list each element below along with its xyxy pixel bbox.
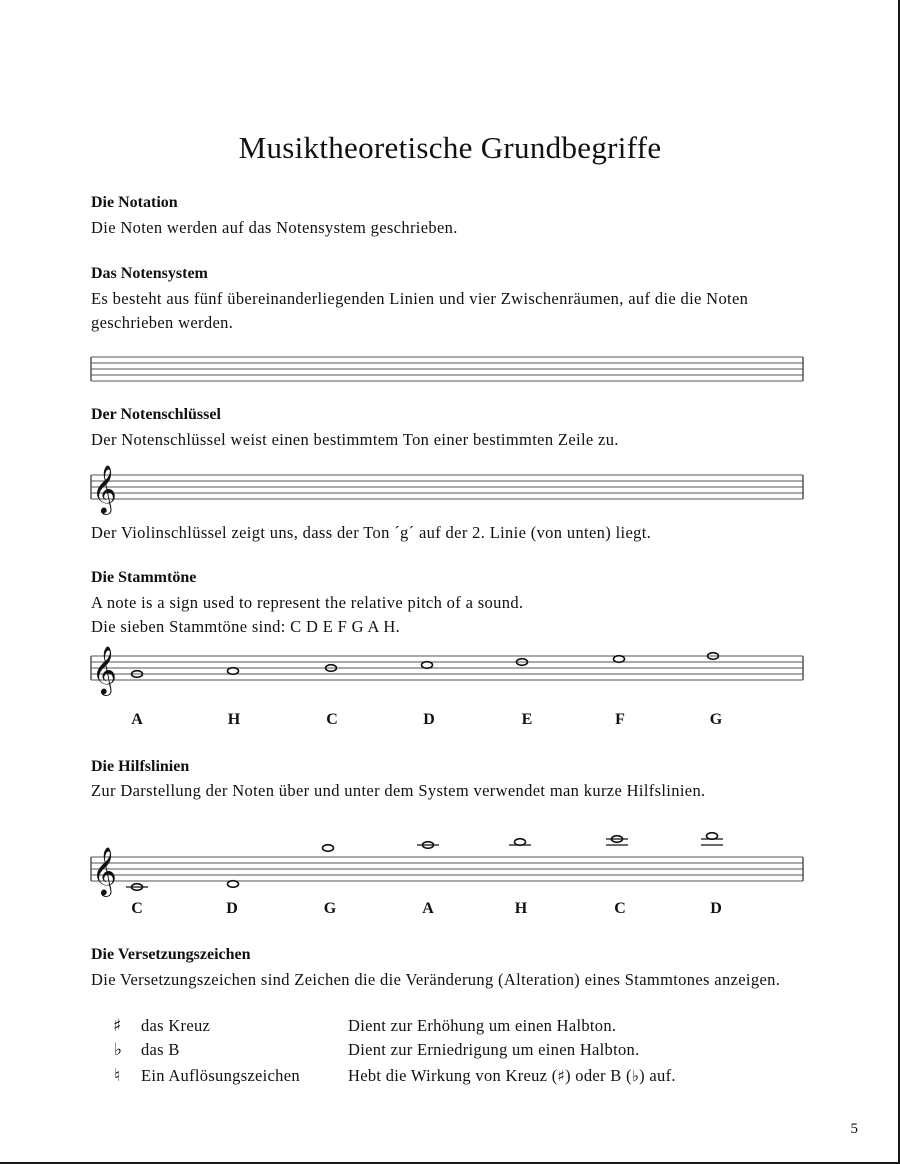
accidental-row-sharp <box>0 1016 900 1040</box>
note-h <box>228 668 239 675</box>
note-a-high <box>423 842 434 849</box>
labels-hilfslinien <box>131 900 722 917</box>
page-number: 5 <box>850 1121 858 1137</box>
sharp-icon: ♯ <box>113 1016 122 1036</box>
note-a <box>132 671 143 678</box>
notes-hilfslinien <box>132 833 718 891</box>
note-label: A <box>422 900 434 917</box>
accidental-description <box>348 1066 676 1086</box>
text-stammtoene-2: Die sieben Stammtöne sind: C D E F G A H. <box>91 617 401 636</box>
accidental-name: das B <box>141 1040 180 1059</box>
note-label: E <box>521 711 533 728</box>
notes-stammtoene <box>132 653 719 678</box>
note-label: H <box>227 711 241 728</box>
note-c-low <box>132 884 143 891</box>
note-label: H <box>514 900 528 917</box>
treble-clef-icon: 𝄞 <box>92 464 117 513</box>
treble-clef-icon: 𝄞 <box>92 645 117 694</box>
text-notenschluessel: Der Notenschlüssel weist einen bestimmtem Ton einer bestimmten Zeile zu. <box>91 430 619 449</box>
note-h-high <box>515 839 526 846</box>
heading-notensystem: Das Notensystem <box>91 265 208 282</box>
note-label: D <box>226 900 238 917</box>
description-suffix: ) auf. <box>639 1066 676 1085</box>
note-e <box>517 659 528 666</box>
sharp-icon: ♯ <box>557 1067 566 1085</box>
note-d <box>422 662 433 669</box>
note-label: C <box>326 711 338 728</box>
text-versetzungszeichen: Die Versetzungszeichen sind Zeichen die die Veränderung (Alteration) eines Stammtones anzeigen. <box>91 970 781 989</box>
staff-clef <box>91 475 803 499</box>
staff-stammtoene <box>91 656 803 680</box>
staff-hilfslinien <box>91 857 803 881</box>
note-label: G <box>323 900 337 917</box>
text-notation: Die Noten werden auf das Notensystem geschrieben. <box>91 218 458 237</box>
note-c-high <box>612 836 623 843</box>
heading-versetzungszeichen: Die Versetzungszeichen <box>91 946 251 963</box>
ledger-lines <box>126 839 723 887</box>
note-f <box>614 656 625 663</box>
accidental-row-natural <box>0 1066 900 1090</box>
accidental-description: Dient zur Erhöhung um einen Halbton. <box>348 1016 617 1035</box>
labels-stammtoene <box>131 711 723 728</box>
text-notensystem: Es besteht aus fünf übereinanderliegenden Linien und vier Zwischenräumen, auf die die Noten geschrieben werden. <box>91 289 749 332</box>
accidental-name: das Kreuz <box>141 1016 211 1035</box>
note-c <box>326 665 337 672</box>
heading-notation: Die Notation <box>91 194 178 211</box>
note-label: C <box>614 900 626 917</box>
note-label: D <box>710 900 722 917</box>
note-d-low <box>228 881 239 888</box>
heading-notenschluessel: Der Notenschlüssel <box>91 406 221 423</box>
note-d-high <box>707 833 718 840</box>
text-hilfslinien: Zur Darstellung der Noten über und unter dem System verwendet man kurze Hilfslinien. <box>91 781 706 800</box>
flat-icon: ♭ <box>631 1067 640 1085</box>
text-stammtoene-1: A note is a sign used to represent the relative pitch of a sound. <box>91 593 524 612</box>
note-label: F <box>615 711 625 728</box>
staff-empty <box>91 357 803 381</box>
note-g-high <box>323 845 334 852</box>
description-middle: ) oder B ( <box>565 1066 632 1085</box>
heading-hilfslinien: Die Hilfslinien <box>91 758 190 775</box>
note-label: D <box>423 711 435 728</box>
caption-violinschluessel: Der Violinschlüssel zeigt uns, dass der Ton ´g´ auf der 2. Linie (von unten) liegt. <box>91 523 652 542</box>
note-g <box>708 653 719 660</box>
note-label: C <box>131 900 143 917</box>
flat-icon: ♭ <box>114 1040 123 1060</box>
description-prefix: Hebt die Wirkung von Kreuz ( <box>348 1066 558 1085</box>
natural-icon: ♮ <box>114 1066 121 1086</box>
note-label: A <box>131 711 143 728</box>
accidental-row-flat <box>0 1040 900 1064</box>
treble-clef-icon: 𝄞 <box>92 846 117 895</box>
accidental-name: Ein Auflösungszeichen <box>141 1066 300 1085</box>
heading-stammtoene: Die Stammtöne <box>91 569 197 586</box>
note-label: G <box>709 711 723 728</box>
page-title: Musiktheoretische Grundbegriffe <box>238 130 662 165</box>
accidental-description: Dient zur Erniedrigung um einen Halbton. <box>348 1040 640 1059</box>
